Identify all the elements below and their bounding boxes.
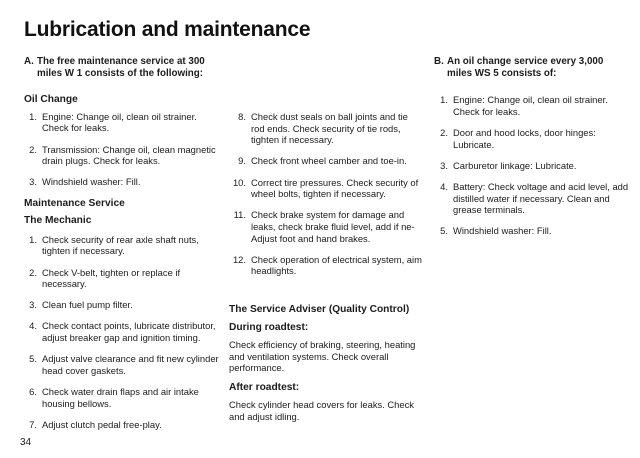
list-item	[229, 177, 424, 200]
item-text: Battery: Check voltage and acid level, add distilled water if necessary. Clean and grease terminals.	[453, 180, 629, 216]
page-number: 34	[20, 437, 32, 448]
list-item	[229, 209, 424, 244]
list-item	[24, 267, 220, 290]
oil-change-heading: Oil Change	[24, 94, 78, 106]
item-text: Check dust seals on ball joints and tie rod ends. Check security of tie rods, tighten if necessary.	[251, 111, 408, 146]
list-item	[24, 419, 220, 431]
section-a-letter: A.	[24, 56, 34, 67]
item-number: 4.	[29, 320, 37, 332]
item-text: Transmission: Change oil, clean magnetic drain plugs. Check for leaks.	[42, 143, 216, 167]
section-a-title: The free maintenance service at 300 miles W 1 consists of the following:	[37, 56, 205, 79]
item-number: 2.	[29, 143, 37, 155]
item-text: Check V-belt, tighten or replace if necessary.	[42, 266, 181, 290]
right-column	[434, 56, 629, 247]
item-text: Adjust valve clearance and fit new cylinder head cover gaskets.	[42, 353, 219, 376]
item-number: 12.	[232, 253, 246, 265]
list-item	[434, 181, 629, 216]
item-number: 8.	[238, 111, 246, 122]
list-item	[24, 299, 220, 311]
item-number: 3.	[29, 299, 37, 311]
item-number: 1.	[440, 94, 448, 106]
item-text: Carburetor linkage: Lubricate.	[453, 159, 577, 171]
item-text: Engine: Change oil, clean oil strainer. Check for leaks.	[453, 94, 608, 117]
list-item	[229, 155, 424, 167]
service-adviser-heading: The Service Adviser (Quality Control)	[229, 303, 410, 315]
list-item	[24, 234, 220, 257]
item-text: Check contact points, lubricate distributor, adjust breaker gap and ignition timing.	[42, 320, 216, 344]
during-roadtest-text: Check efficiency of braking, steering, heating and ventilation systems. Check overall performance.	[229, 339, 416, 374]
list-item	[434, 127, 629, 150]
maintenance-service-heading: Maintenance Service	[24, 197, 125, 209]
item-number: 9.	[238, 155, 246, 167]
page-title: Lubrication and maintenance	[24, 18, 311, 41]
item-text: Windshield washer: Fill.	[42, 176, 141, 188]
item-number: 5.	[29, 353, 37, 365]
item-number: 10.	[232, 176, 246, 188]
item-text: Check water drain flaps and air intake housing bellows.	[42, 386, 199, 409]
item-text: Windshield washer: Fill.	[453, 225, 552, 237]
section-b-heading	[434, 56, 629, 79]
after-roadtest-text: Check cylinder head covers for leaks. Check and adjust idling.	[229, 399, 414, 423]
item-number: 4.	[440, 180, 448, 192]
item-number: 3.	[440, 159, 448, 171]
mechanic-heading: The Mechanic	[24, 215, 92, 227]
item-text: Adjust clutch pedal free-play.	[42, 418, 162, 430]
item-number: 1.	[29, 110, 37, 122]
list-item	[24, 320, 220, 343]
item-number: 3.	[29, 176, 37, 188]
list-item	[229, 254, 424, 277]
item-number: 7.	[29, 418, 37, 430]
list-item	[24, 144, 220, 167]
item-text: Clean fuel pump filter.	[42, 299, 133, 311]
item-text: Engine: Change oil, clean oil strainer. Check for leaks.	[42, 110, 197, 134]
item-number: 5.	[440, 225, 448, 237]
item-number: 1.	[29, 233, 37, 245]
after-roadtest-heading: After roadtest:	[229, 381, 300, 393]
list-item	[434, 225, 629, 237]
oil-change-service-list	[434, 94, 629, 237]
during-roadtest-heading: During roadtest:	[229, 321, 309, 333]
list-item	[24, 111, 220, 134]
middle-column	[229, 111, 424, 431]
list-item	[434, 94, 629, 117]
oil-change-list	[24, 111, 220, 188]
list-item	[24, 386, 220, 409]
item-number: 6.	[29, 386, 37, 398]
item-text: Check front wheel camber and toe-in.	[251, 155, 407, 167]
mechanic-list	[24, 234, 220, 431]
item-number: 2.	[440, 126, 448, 138]
mechanic-list-continued	[229, 111, 424, 277]
list-item	[24, 176, 220, 188]
list-item	[24, 353, 220, 376]
item-text: Check operation of electrical system, aim headlights.	[251, 253, 422, 277]
section-a-heading	[24, 56, 220, 79]
item-number: 11.	[233, 209, 246, 221]
list-item	[229, 111, 424, 146]
left-column	[24, 56, 220, 440]
item-text: Check brake system for damage and leaks, check brake fluid level, add if ne- Adjust foot and hand brakes.	[251, 209, 415, 244]
item-text: Correct tire pressures. Check security of wheel bolts, tighten if necessary.	[251, 176, 419, 200]
item-number: 2.	[29, 266, 37, 278]
item-text: Check security of rear axle shaft nuts, tighten if necessary.	[42, 233, 199, 257]
item-text: Door and hood locks, door hinges: Lubricate.	[453, 126, 596, 150]
section-b-letter: B.	[434, 56, 444, 67]
list-item	[434, 160, 629, 172]
section-b-title: An oil change service every 3,000 miles WS 5 consists of:	[447, 56, 604, 79]
